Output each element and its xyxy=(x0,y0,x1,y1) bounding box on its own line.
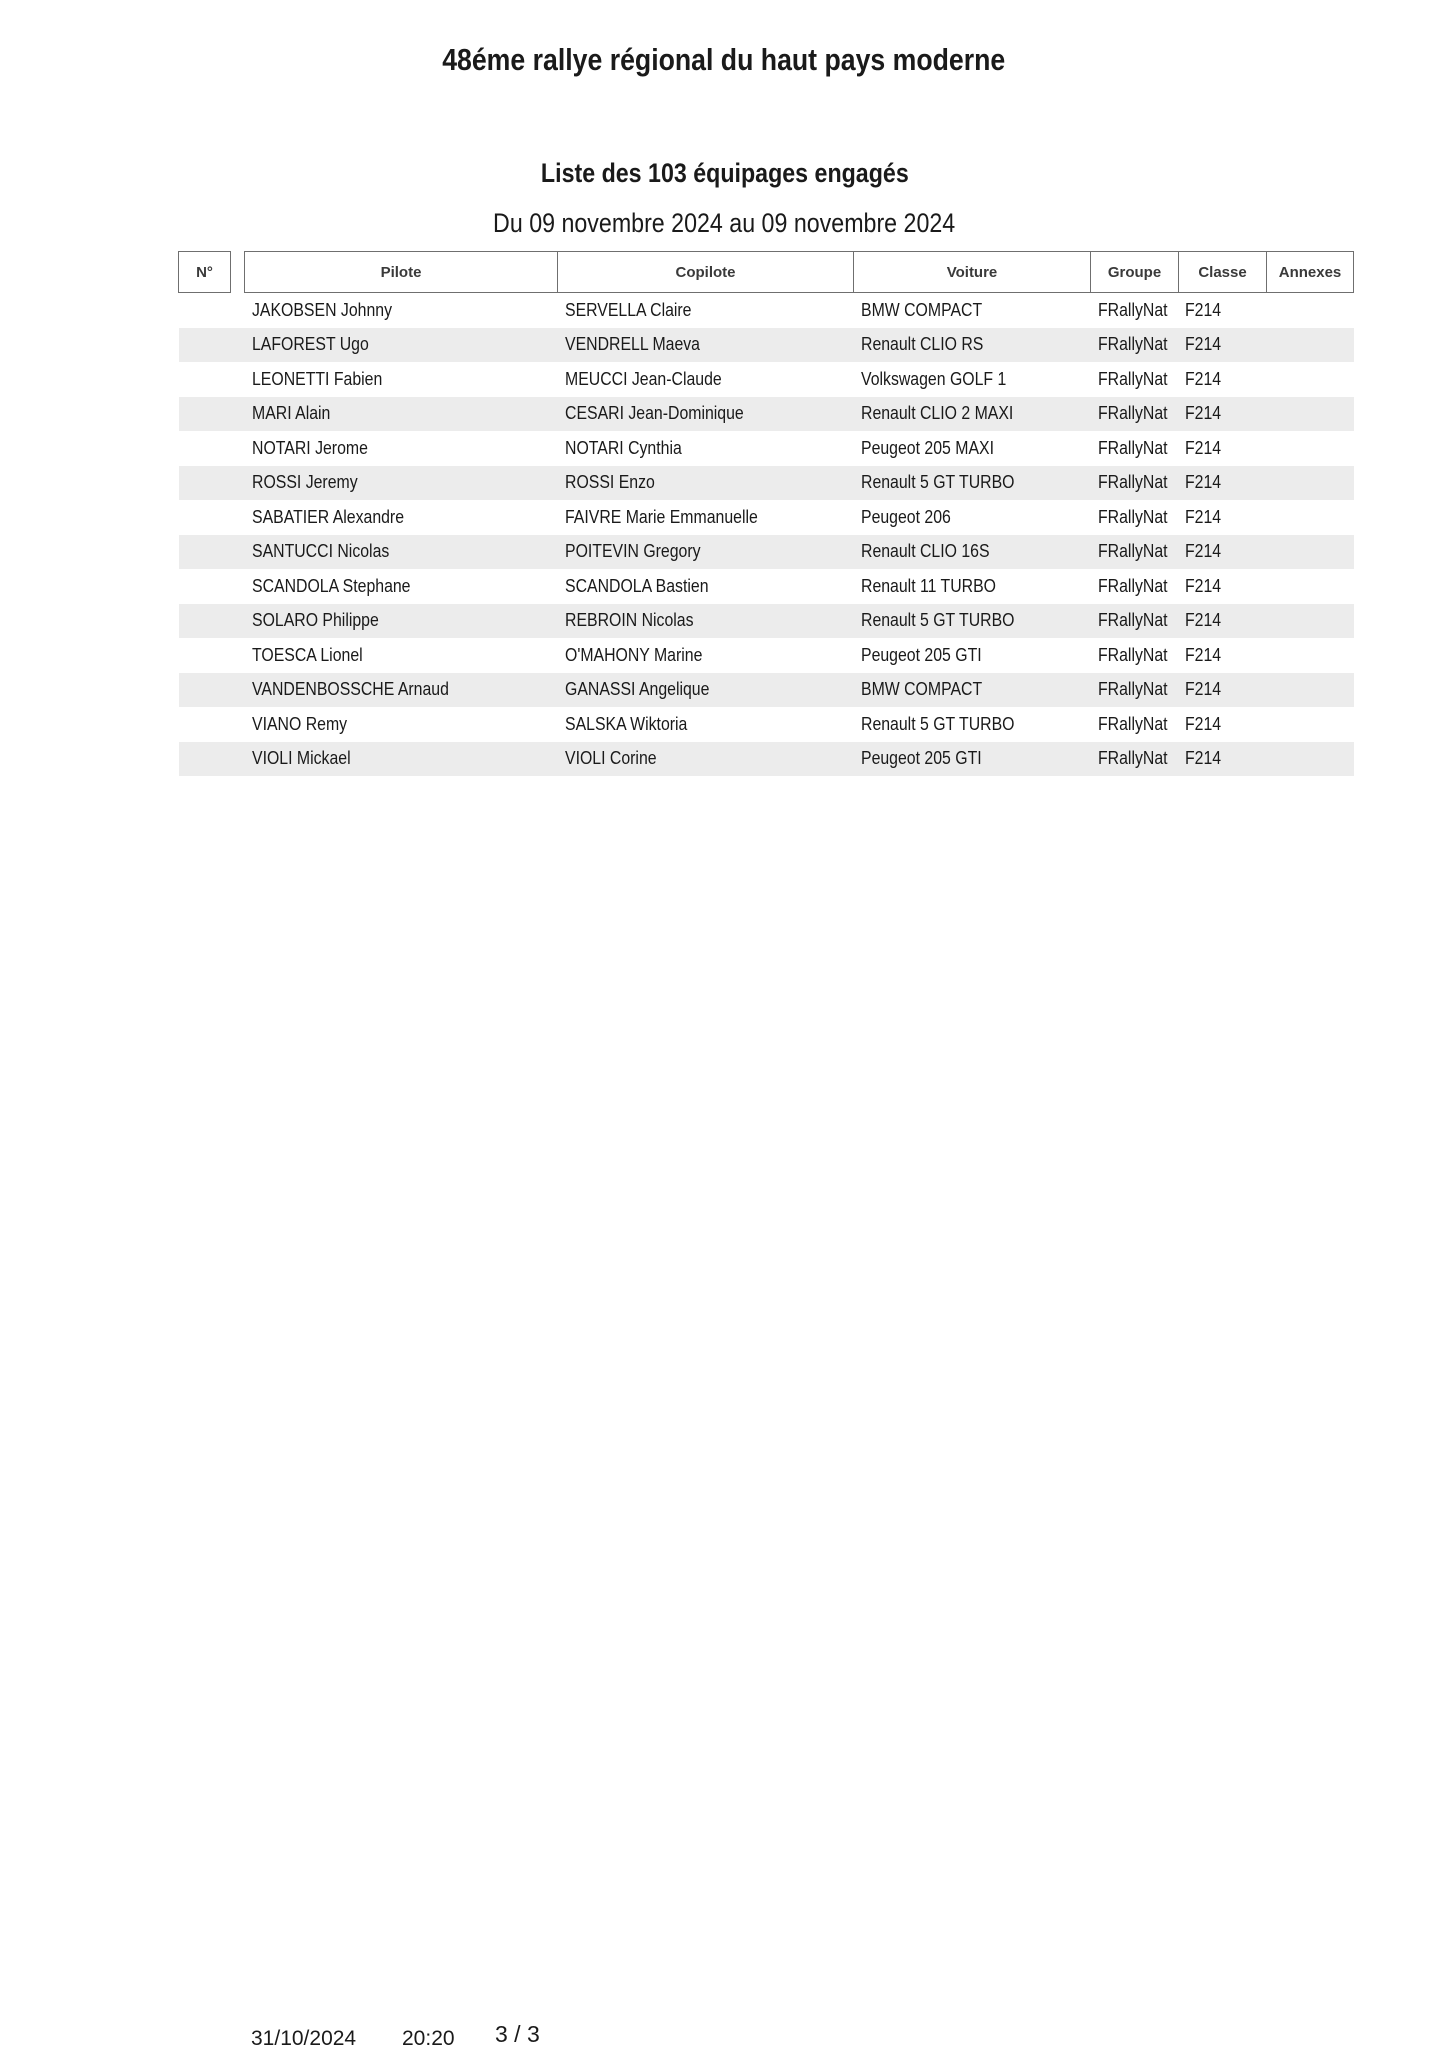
cell-annexes xyxy=(1267,535,1354,570)
cell-gap xyxy=(231,328,245,363)
cell-voiture xyxy=(854,362,1091,397)
cell-voiture xyxy=(854,604,1091,639)
cell-no xyxy=(179,397,231,432)
cell-voiture xyxy=(854,535,1091,570)
cell-groupe-text: FRallyNat xyxy=(1097,403,1168,424)
cell-groupe xyxy=(1091,707,1179,742)
cell-groupe xyxy=(1091,638,1179,673)
cell-groupe-text: FRallyNat xyxy=(1097,368,1168,389)
cell-copilote xyxy=(558,466,854,501)
cell-voiture-text: BMW COMPACT xyxy=(860,299,982,320)
cell-no xyxy=(179,466,231,501)
table-row xyxy=(179,569,1354,604)
table-row xyxy=(179,673,1354,708)
cell-gap xyxy=(231,362,245,397)
cell-pilote xyxy=(245,569,558,604)
cell-copilote xyxy=(558,707,854,742)
cell-copilote-text: NOTARI Cynthia xyxy=(564,437,682,458)
cell-classe-text: F214 xyxy=(1184,403,1221,424)
cell-annexes xyxy=(1267,431,1354,466)
cell-pilote-text: SOLARO Philippe xyxy=(251,610,379,631)
cell-no xyxy=(179,431,231,466)
cell-groupe-text: FRallyNat xyxy=(1097,334,1168,355)
cell-classe-text: F214 xyxy=(1184,334,1221,355)
cell-groupe xyxy=(1091,742,1179,777)
cell-groupe-text: FRallyNat xyxy=(1097,575,1168,596)
cell-copilote xyxy=(558,397,854,432)
cell-voiture-text: Renault CLIO RS xyxy=(860,334,983,355)
cell-groupe xyxy=(1091,604,1179,639)
cell-gap xyxy=(231,535,245,570)
cell-voiture xyxy=(854,328,1091,363)
cell-gap xyxy=(231,397,245,432)
date-range: Du 09 novembre 2024 au 09 novembre 2024 xyxy=(493,208,956,238)
cell-pilote-text: VANDENBOSSCHE Arnaud xyxy=(251,679,449,700)
cell-classe-text: F214 xyxy=(1184,610,1221,631)
cell-no xyxy=(179,569,231,604)
cell-pilote xyxy=(245,673,558,708)
cell-voiture-text: Volkswagen GOLF 1 xyxy=(860,368,1006,389)
cell-pilote xyxy=(245,742,558,777)
cell-pilote-text: SANTUCCI Nicolas xyxy=(251,541,389,562)
cell-groupe xyxy=(1091,397,1179,432)
cell-classe-text: F214 xyxy=(1184,644,1221,665)
table-row xyxy=(179,362,1354,397)
cell-gap xyxy=(231,604,245,639)
table-row xyxy=(179,707,1354,742)
cell-voiture-text: BMW COMPACT xyxy=(860,679,982,700)
col-header-annexes: Annexes xyxy=(1267,252,1354,293)
footer-time: 20:20 xyxy=(402,2027,455,2050)
cell-voiture xyxy=(854,673,1091,708)
cell-annexes xyxy=(1267,328,1354,363)
cell-copilote-text: FAIVRE Marie Emmanuelle xyxy=(564,506,758,527)
cell-voiture xyxy=(854,397,1091,432)
cell-pilote-text: SCANDOLA Stephane xyxy=(251,575,410,596)
cell-copilote xyxy=(558,742,854,777)
cell-groupe xyxy=(1091,569,1179,604)
cell-gap xyxy=(231,673,245,708)
cell-pilote xyxy=(245,535,558,570)
cell-copilote xyxy=(558,673,854,708)
cell-classe-text: F214 xyxy=(1184,679,1221,700)
cell-annexes xyxy=(1267,707,1354,742)
cell-classe-text: F214 xyxy=(1184,437,1221,458)
cell-pilote-text: NOTARI Jerome xyxy=(251,437,368,458)
cell-classe xyxy=(1179,328,1267,363)
cell-annexes xyxy=(1267,569,1354,604)
cell-gap xyxy=(231,293,245,328)
cell-copilote-text: VIOLI Corine xyxy=(564,748,657,769)
cell-voiture xyxy=(854,466,1091,501)
cell-voiture-text: Renault CLIO 2 MAXI xyxy=(860,403,1013,424)
cell-annexes xyxy=(1267,604,1354,639)
cell-copilote xyxy=(558,535,854,570)
cell-classe xyxy=(1179,569,1267,604)
cell-groupe-text: FRallyNat xyxy=(1097,506,1168,527)
cell-classe xyxy=(1179,362,1267,397)
col-header-copilote: Copilote xyxy=(558,252,854,293)
cell-classe xyxy=(1179,742,1267,777)
cell-groupe-text: FRallyNat xyxy=(1097,679,1168,700)
cell-copilote-text: REBROIN Nicolas xyxy=(564,610,694,631)
cell-copilote xyxy=(558,638,854,673)
cell-groupe-text: FRallyNat xyxy=(1097,541,1168,562)
table-row xyxy=(179,466,1354,501)
cell-classe xyxy=(1179,673,1267,708)
cell-voiture-text: Renault CLIO 16S xyxy=(860,541,990,562)
cell-pilote xyxy=(245,500,558,535)
cell-gap xyxy=(231,500,245,535)
cell-pilote xyxy=(245,328,558,363)
cell-copilote xyxy=(558,293,854,328)
cell-copilote-text: SERVELLA Claire xyxy=(564,299,691,320)
list-title: Liste des 103 équipages engagés xyxy=(540,158,909,188)
cell-no xyxy=(179,293,231,328)
cell-pilote xyxy=(245,397,558,432)
cell-pilote-text: VIOLI Mickael xyxy=(251,748,351,769)
table-row xyxy=(179,293,1354,328)
cell-groupe-text: FRallyNat xyxy=(1097,299,1168,320)
col-header-groupe: Groupe xyxy=(1091,252,1179,293)
cell-groupe xyxy=(1091,500,1179,535)
cell-copilote-text: GANASSI Angelique xyxy=(564,679,709,700)
cell-voiture xyxy=(854,638,1091,673)
cell-voiture-text: Peugeot 205 MAXI xyxy=(860,437,994,458)
cell-no xyxy=(179,638,231,673)
cell-pilote-text: SABATIER Alexandre xyxy=(251,506,404,527)
cell-classe xyxy=(1179,293,1267,328)
cell-voiture-text: Renault 5 GT TURBO xyxy=(860,713,1014,734)
cell-groupe-text: FRallyNat xyxy=(1097,644,1168,665)
cell-groupe xyxy=(1091,362,1179,397)
cell-voiture xyxy=(854,707,1091,742)
cell-voiture xyxy=(854,569,1091,604)
cell-copilote xyxy=(558,362,854,397)
cell-voiture-text: Peugeot 206 xyxy=(860,506,951,527)
table-row xyxy=(179,397,1354,432)
cell-voiture-text: Peugeot 205 GTI xyxy=(860,644,982,665)
cell-gap xyxy=(231,466,245,501)
col-header-voiture: Voiture xyxy=(854,252,1091,293)
table-header-row xyxy=(179,252,1354,293)
cell-classe-text: F214 xyxy=(1184,541,1221,562)
cell-groupe-text: FRallyNat xyxy=(1097,610,1168,631)
cell-copilote-text: POITEVIN Gregory xyxy=(564,541,701,562)
cell-copilote-text: SALSKA Wiktoria xyxy=(564,713,687,734)
cell-groupe xyxy=(1091,328,1179,363)
cell-classe xyxy=(1179,638,1267,673)
cell-gap xyxy=(231,569,245,604)
cell-pilote xyxy=(245,466,558,501)
cell-copilote-text: SCANDOLA Bastien xyxy=(564,575,709,596)
cell-groupe xyxy=(1091,466,1179,501)
cell-classe-text: F214 xyxy=(1184,506,1221,527)
cell-copilote xyxy=(558,604,854,639)
cell-classe-text: F214 xyxy=(1184,713,1221,734)
table-row xyxy=(179,328,1354,363)
cell-classe xyxy=(1179,500,1267,535)
table-row xyxy=(179,535,1354,570)
cell-gap xyxy=(231,638,245,673)
cell-annexes xyxy=(1267,293,1354,328)
cell-gap xyxy=(231,431,245,466)
cell-classe xyxy=(1179,604,1267,639)
cell-copilote-text: CESARI Jean-Dominique xyxy=(564,403,744,424)
cell-pilote-text: LEONETTI Fabien xyxy=(251,368,382,389)
table-row xyxy=(179,431,1354,466)
cell-copilote-text: VENDRELL Maeva xyxy=(564,334,700,355)
cell-groupe xyxy=(1091,673,1179,708)
col-header-pilote: Pilote xyxy=(245,252,558,293)
cell-no xyxy=(179,535,231,570)
cell-annexes xyxy=(1267,362,1354,397)
cell-voiture-text: Renault 5 GT TURBO xyxy=(860,610,1014,631)
cell-annexes xyxy=(1267,742,1354,777)
cell-pilote-text: LAFOREST Ugo xyxy=(251,334,369,355)
cell-classe xyxy=(1179,431,1267,466)
cell-classe-text: F214 xyxy=(1184,368,1221,389)
cell-classe xyxy=(1179,397,1267,432)
cell-no xyxy=(179,707,231,742)
cell-voiture-text: Renault 11 TURBO xyxy=(860,575,996,596)
cell-pilote xyxy=(245,293,558,328)
cell-groupe xyxy=(1091,293,1179,328)
table-row xyxy=(179,742,1354,777)
cell-pilote xyxy=(245,707,558,742)
entries-table xyxy=(178,251,1354,776)
cell-pilote-text: JAKOBSEN Johnny xyxy=(251,299,392,320)
cell-classe xyxy=(1179,707,1267,742)
cell-groupe-text: FRallyNat xyxy=(1097,472,1168,493)
cell-classe-text: F214 xyxy=(1184,748,1221,769)
cell-voiture xyxy=(854,500,1091,535)
cell-groupe xyxy=(1091,535,1179,570)
footer-page-number: 3 / 3 xyxy=(495,2021,540,2047)
cell-annexes xyxy=(1267,397,1354,432)
cell-copilote xyxy=(558,431,854,466)
cell-copilote xyxy=(558,500,854,535)
cell-copilote-text: ROSSI Enzo xyxy=(564,472,655,493)
cell-classe xyxy=(1179,535,1267,570)
cell-no xyxy=(179,742,231,777)
cell-gap xyxy=(231,742,245,777)
col-header-classe: Classe xyxy=(1179,252,1267,293)
cell-no xyxy=(179,673,231,708)
cell-voiture xyxy=(854,431,1091,466)
cell-voiture-text: Renault 5 GT TURBO xyxy=(860,472,1014,493)
cell-pilote-text: MARI Alain xyxy=(251,403,330,424)
cell-gap xyxy=(231,707,245,742)
col-header-no: N° xyxy=(179,252,231,293)
cell-classe-text: F214 xyxy=(1184,575,1221,596)
cell-annexes xyxy=(1267,500,1354,535)
table-row xyxy=(179,638,1354,673)
cell-voiture xyxy=(854,293,1091,328)
cell-copilote-text: MEUCCI Jean-Claude xyxy=(564,368,722,389)
cell-pilote xyxy=(245,431,558,466)
table-row xyxy=(179,500,1354,535)
cell-pilote-text: VIANO Remy xyxy=(251,713,347,734)
cell-voiture-text: Peugeot 205 GTI xyxy=(860,748,982,769)
cell-copilote-text: O'MAHONY Marine xyxy=(564,644,702,665)
cell-pilote xyxy=(245,638,558,673)
cell-groupe-text: FRallyNat xyxy=(1097,713,1168,734)
cell-annexes xyxy=(1267,638,1354,673)
table-body xyxy=(179,293,1354,777)
cell-classe xyxy=(1179,466,1267,501)
cell-classe-text: F214 xyxy=(1184,299,1221,320)
cell-annexes xyxy=(1267,673,1354,708)
cell-no xyxy=(179,362,231,397)
cell-no xyxy=(179,604,231,639)
cell-pilote xyxy=(245,362,558,397)
cell-copilote xyxy=(558,569,854,604)
cell-groupe xyxy=(1091,431,1179,466)
footer-date: 31/10/2024 xyxy=(251,2027,357,2050)
cell-copilote xyxy=(558,328,854,363)
cell-pilote-text: ROSSI Jeremy xyxy=(251,472,358,493)
cell-voiture xyxy=(854,742,1091,777)
cell-pilote-text: TOESCA Lionel xyxy=(251,644,363,665)
cell-classe-text: F214 xyxy=(1184,472,1221,493)
cell-groupe-text: FRallyNat xyxy=(1097,748,1168,769)
table-row xyxy=(179,604,1354,639)
cell-groupe-text: FRallyNat xyxy=(1097,437,1168,458)
cell-no xyxy=(179,500,231,535)
col-header-gap xyxy=(231,252,245,293)
cell-annexes xyxy=(1267,466,1354,501)
document-title: 48éme rallye régional du haut pays moderne xyxy=(442,42,1006,77)
cell-pilote xyxy=(245,604,558,639)
cell-no xyxy=(179,328,231,363)
